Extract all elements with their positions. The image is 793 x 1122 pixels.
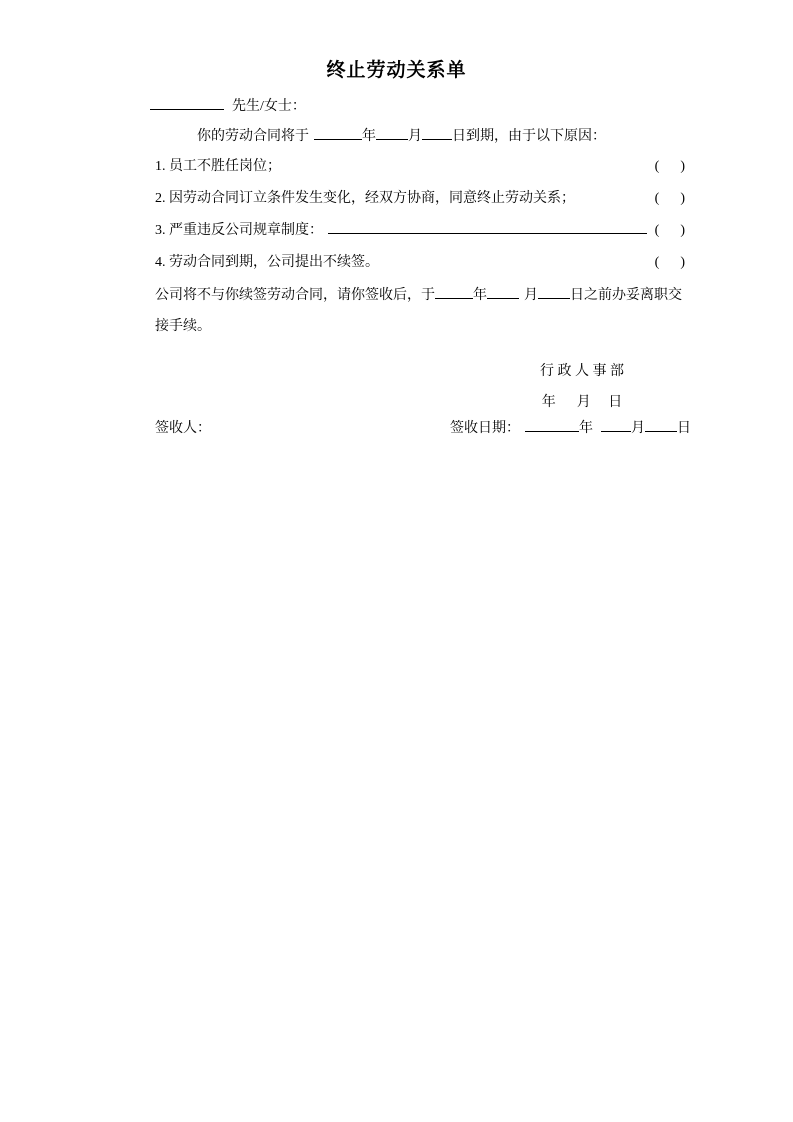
reason-row-2 bbox=[155, 189, 685, 209]
checkbox-parentheses: ( ) bbox=[654, 223, 685, 238]
receipt-date-label: 签收日期： bbox=[450, 421, 520, 436]
checkbox-parentheses: ( ) bbox=[654, 255, 685, 270]
notice-paragraph bbox=[155, 280, 689, 342]
department-date-placeholder: 年 月 日 bbox=[541, 395, 623, 410]
receiver-line bbox=[155, 419, 211, 439]
checkbox-parentheses: ( ) bbox=[654, 191, 685, 206]
reason-row-1 bbox=[155, 157, 685, 177]
reason-row-4 bbox=[155, 253, 685, 273]
form-title: 终止劳动关系单 bbox=[326, 60, 467, 81]
name-blank bbox=[150, 108, 224, 110]
violation-detail-blank bbox=[328, 233, 647, 234]
expiry-day-blank bbox=[422, 138, 452, 140]
receipt-year-blank bbox=[525, 430, 579, 432]
salutation-label: 先生/女士： bbox=[232, 99, 306, 114]
notice-text-post: 日之前办妥离职交接手 bbox=[155, 288, 682, 334]
department-signature: 行 政 人 事 部 bbox=[540, 364, 624, 379]
intro-text: 你的劳动合同将于 bbox=[197, 129, 309, 144]
handover-month-blank bbox=[487, 297, 519, 299]
month-label: 月 bbox=[631, 421, 645, 436]
reason-row-3 bbox=[155, 221, 685, 241]
day-label: 日 bbox=[677, 421, 691, 436]
salutation-line bbox=[150, 97, 306, 117]
notice-text: 公司将不与你续签劳动合同，请你签收后，于 bbox=[155, 288, 435, 303]
handover-year-blank bbox=[435, 297, 473, 299]
expiry-year-blank bbox=[314, 138, 362, 140]
year-label: 年 bbox=[579, 421, 593, 436]
year-label: 年 bbox=[362, 129, 376, 144]
reason-text: 1. 员工不胜任岗位； bbox=[155, 159, 281, 174]
handover-day-blank bbox=[538, 297, 570, 299]
month-label: 月 bbox=[408, 129, 422, 144]
notice-text-cont: 续。 bbox=[183, 319, 211, 334]
expiry-month-blank bbox=[376, 138, 408, 140]
receipt-day-blank bbox=[645, 430, 677, 432]
receipt-month-blank bbox=[601, 430, 631, 432]
reason-text: 3. 严重违反公司规章制度： bbox=[155, 223, 323, 238]
reason-text: 4. 劳动合同到期，公司提出不续签。 bbox=[155, 255, 379, 270]
intro-text-post: 日到期，由于以下原因： bbox=[452, 129, 606, 144]
receiver-label: 签收人： bbox=[155, 421, 211, 436]
checkbox-parentheses: ( ) bbox=[654, 159, 685, 174]
reason-text: 2. 因劳动合同订立条件发生变化，经双方协商，同意终止劳动关系； bbox=[155, 191, 575, 206]
receipt-date-line bbox=[450, 419, 691, 439]
month-label: 月 bbox=[524, 288, 538, 303]
year-label: 年 bbox=[473, 288, 487, 303]
intro-line bbox=[197, 127, 606, 147]
